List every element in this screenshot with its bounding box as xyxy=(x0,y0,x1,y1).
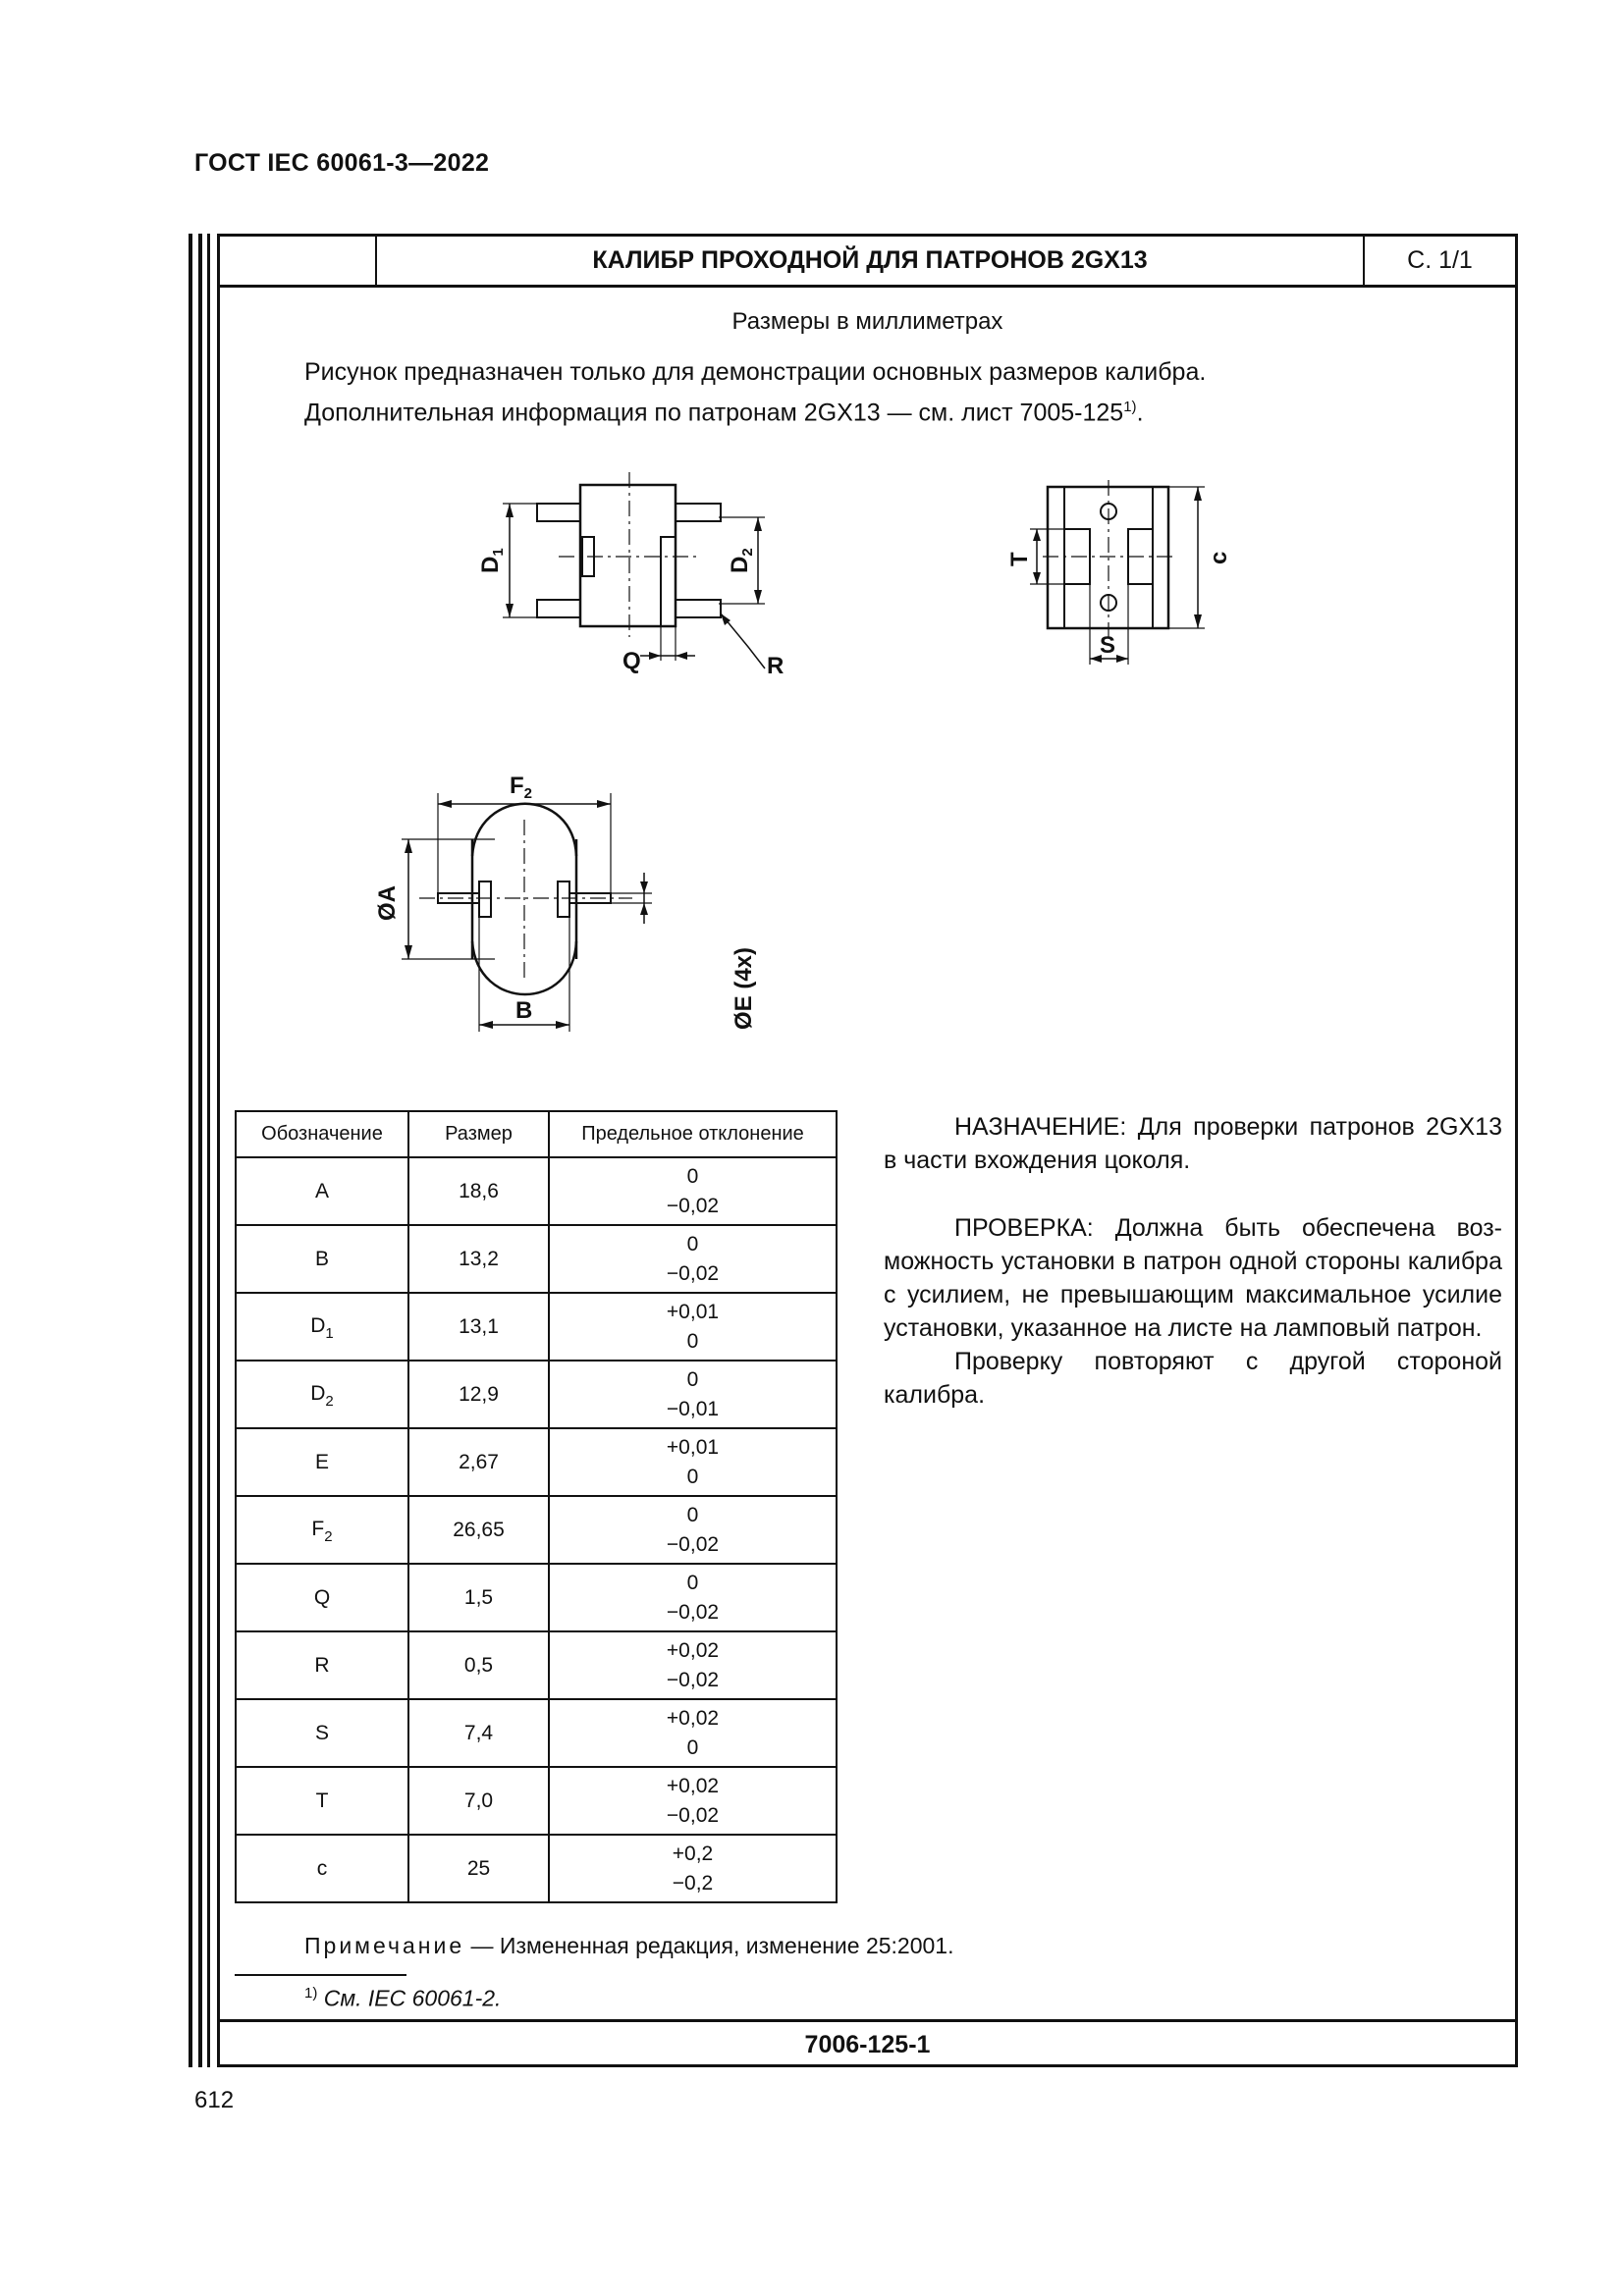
cell-size: 7,0 xyxy=(408,1767,549,1835)
tolerance-lower: −0,02 xyxy=(666,1600,720,1624)
symbol-text: T xyxy=(315,1789,329,1812)
sheet-number: 7006-125-1 xyxy=(220,2019,1515,2064)
cell-size: 26,65 xyxy=(408,1496,549,1564)
side-view-c xyxy=(1030,480,1205,665)
cell-symbol xyxy=(236,1157,408,1225)
symbol-text: A xyxy=(314,1179,329,1202)
intro-line-text: Дополнительная информация по патронам 2GX13 — см. лист 7005-125 xyxy=(304,399,1124,427)
cell-symbol xyxy=(236,1225,408,1293)
dim-label-c: c xyxy=(1206,551,1232,564)
cell-symbol xyxy=(236,1564,408,1631)
symbol-subscript: 2 xyxy=(324,1527,333,1545)
cell-size: 12,9 xyxy=(408,1361,549,1428)
cell-size: 0,5 xyxy=(408,1631,549,1699)
symbol-text: Q xyxy=(313,1585,331,1609)
sheet-title: КАЛИБР ПРОХОДНОЙ ДЛЯ ПАТРОНОВ 2GX13 xyxy=(592,246,1148,274)
footnote-ref: 1) xyxy=(304,1985,318,2002)
table-row xyxy=(236,1767,837,1835)
tolerance-upper: +0,02 xyxy=(666,1638,720,1662)
column-header-symbol: Обозначение xyxy=(236,1111,408,1157)
dim-label-d1: $D_1$ xyxy=(477,548,507,573)
frame-left-rule xyxy=(189,234,192,2067)
cell-tolerance xyxy=(549,1835,837,1902)
gauge-drawing xyxy=(220,237,1515,1100)
footnote xyxy=(304,1985,501,2012)
dim-label-a: ØA xyxy=(374,885,401,921)
intro-line: Рисунок предназначен только для демонстрации основных размеров калибра. xyxy=(304,358,1207,386)
check-repeat-paragraph: Проверку повторяют с другой стороной калибра. xyxy=(884,1348,1502,1409)
cell-tolerance xyxy=(549,1767,837,1835)
dim-label-s: S xyxy=(1100,632,1116,659)
cell-size: 25 xyxy=(408,1835,549,1902)
table-row xyxy=(236,1428,837,1496)
page-number: 612 xyxy=(194,2087,235,2113)
dim-label-t: T xyxy=(1006,552,1033,566)
symbol-text: c xyxy=(316,1856,328,1880)
cell-size: 7,4 xyxy=(408,1699,549,1767)
cell-tolerance xyxy=(549,1361,837,1428)
tolerance-upper: +0,01 xyxy=(666,1435,720,1459)
footnote-rule xyxy=(235,1974,406,1976)
footnote-text: См. IEC 60061-2. xyxy=(323,1985,502,2011)
cell-tolerance xyxy=(549,1699,837,1767)
table-header-row xyxy=(236,1111,837,1157)
cell-symbol xyxy=(236,1428,408,1496)
cell-size: 2,67 xyxy=(408,1428,549,1496)
table-row xyxy=(236,1631,837,1699)
cell-symbol xyxy=(236,1699,408,1767)
table-row xyxy=(236,1361,837,1428)
dim-label-f2: $F_2$ xyxy=(510,773,533,802)
symbol-subscript: 1 xyxy=(325,1324,334,1342)
table-row xyxy=(236,1157,837,1225)
symbol-text: D xyxy=(310,1381,326,1405)
sheet-page: С. 1/1 xyxy=(1363,237,1515,285)
cell-tolerance xyxy=(549,1496,837,1564)
tolerance-upper: +0,02 xyxy=(666,1706,720,1730)
cell-symbol xyxy=(236,1835,408,1902)
dim-label-e: ØE (4x) xyxy=(730,946,757,1030)
table-row xyxy=(236,1225,837,1293)
symbol-text: R xyxy=(314,1653,330,1677)
tolerance-lower: −0,2 xyxy=(672,1871,714,1895)
document-header: ГОСТ IEC 60061-3—2022 xyxy=(194,149,490,177)
cell-symbol xyxy=(236,1361,408,1428)
tolerance-upper: 0 xyxy=(686,1503,699,1526)
symbol-text: E xyxy=(314,1450,329,1473)
tolerance-upper: +0,02 xyxy=(666,1774,720,1797)
cell-symbol xyxy=(236,1631,408,1699)
tolerance-lower: −0,01 xyxy=(666,1397,720,1420)
units-note: Размеры в миллиметрах xyxy=(731,308,1003,335)
check-paragraph: ПРОВЕРКА: Должна быть обеспечена возможность установки в патрон одной стороны калибра с усилием, не превышающим максимальное усилие установки, указанное на листе на ламповый патрон. xyxy=(884,1214,1502,1342)
table-row xyxy=(236,1564,837,1631)
tolerance-upper: 0 xyxy=(686,1571,699,1594)
dim-label-d2: $D_2$ xyxy=(727,548,756,573)
cell-size: 13,2 xyxy=(408,1225,549,1293)
note xyxy=(304,1933,954,1959)
table-row xyxy=(236,1293,837,1361)
table-body xyxy=(236,1157,837,1902)
table-row xyxy=(236,1496,837,1564)
tolerance-upper: 0 xyxy=(686,1164,699,1188)
column-header-size: Размер xyxy=(408,1111,549,1157)
cell-tolerance xyxy=(549,1564,837,1631)
note-label: Примечание xyxy=(304,1933,465,1958)
purpose-paragraph: НАЗНАЧЕНИЕ: Для проверки патронов 2GX13 в части вхождения цоколя. xyxy=(884,1113,1502,1174)
dim-label-q: Q xyxy=(622,648,641,674)
intro-line-end: . xyxy=(1136,399,1144,427)
cell-tolerance xyxy=(549,1157,837,1225)
footnote-ref: 1) xyxy=(1123,399,1137,415)
symbol-text: B xyxy=(314,1247,329,1270)
table-row xyxy=(236,1699,837,1767)
tolerance-lower: 0 xyxy=(686,1735,699,1759)
dimensions-table xyxy=(235,1110,838,1903)
symbol-text: S xyxy=(314,1721,329,1744)
tolerance-lower: −0,02 xyxy=(666,1194,720,1217)
column-header-tolerance: Предельное отклонение xyxy=(549,1111,837,1157)
cell-symbol xyxy=(236,1767,408,1835)
tolerance-upper: +0,2 xyxy=(672,1842,714,1865)
frame-left-rule xyxy=(198,234,202,2067)
cell-size: 13,1 xyxy=(408,1293,549,1361)
dim-label-r: R xyxy=(767,653,784,679)
table-row xyxy=(236,1835,837,1902)
frame-left-rule xyxy=(207,234,210,2067)
symbol-text: D xyxy=(310,1313,326,1337)
front-view xyxy=(402,793,652,1032)
cell-tolerance xyxy=(549,1428,837,1496)
symbol-subscript: 2 xyxy=(325,1392,334,1410)
tolerance-lower: −0,02 xyxy=(666,1668,720,1691)
tolerance-lower: −0,02 xyxy=(666,1803,720,1827)
tolerance-upper: 0 xyxy=(686,1232,699,1255)
tolerance-upper: +0,01 xyxy=(666,1300,720,1323)
tolerance-lower: −0,02 xyxy=(666,1532,720,1556)
cell-symbol xyxy=(236,1496,408,1564)
side-view-d xyxy=(503,472,765,668)
note-text: — Измененная редакция, изменение 25:2001. xyxy=(464,1933,954,1958)
dim-label-b: B xyxy=(515,997,533,1024)
cell-size: 18,6 xyxy=(408,1157,549,1225)
tolerance-lower: 0 xyxy=(686,1329,699,1353)
sheet-frame xyxy=(217,234,1518,2067)
purpose-check-text xyxy=(884,1110,1502,1412)
cell-tolerance xyxy=(549,1631,837,1699)
symbol-text: F xyxy=(311,1517,325,1540)
tolerance-lower: −0,02 xyxy=(666,1261,720,1285)
cell-symbol xyxy=(236,1293,408,1361)
tolerance-lower: 0 xyxy=(686,1465,699,1488)
cell-tolerance xyxy=(549,1293,837,1361)
cell-size: 1,5 xyxy=(408,1564,549,1631)
tolerance-upper: 0 xyxy=(686,1367,699,1391)
cell-tolerance xyxy=(549,1225,837,1293)
